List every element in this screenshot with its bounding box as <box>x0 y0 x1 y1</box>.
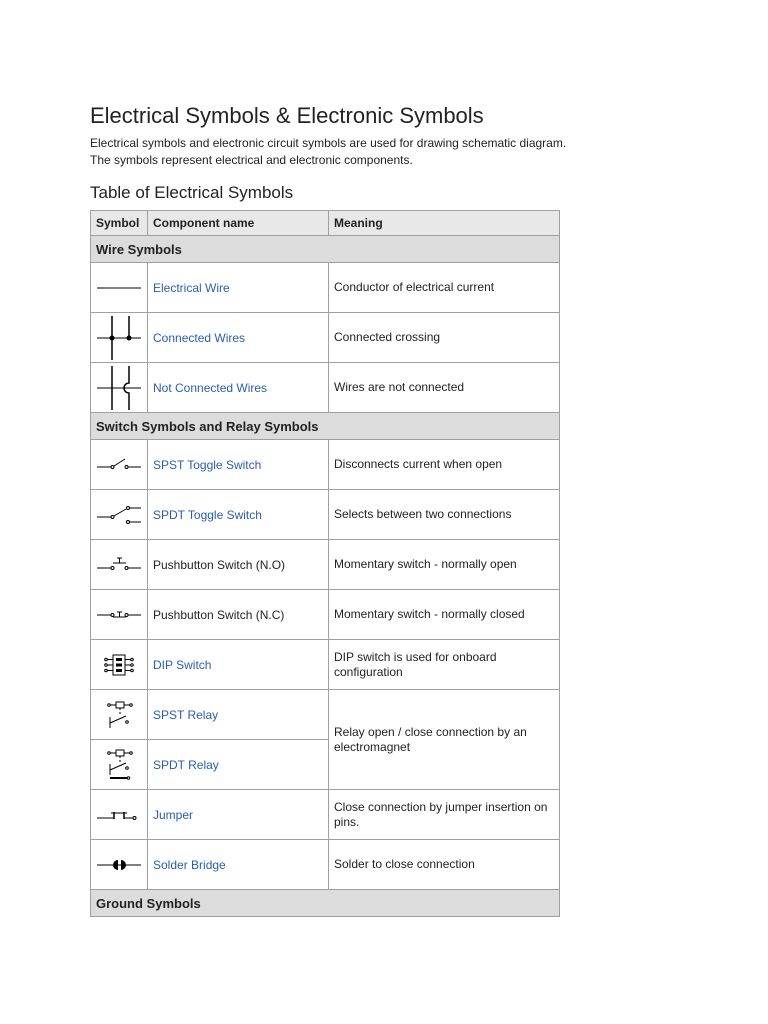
section-label: Switch Symbols and Relay Symbols <box>91 413 560 440</box>
table-header-row <box>91 211 560 236</box>
not-connected-wires-symbol-icon <box>96 365 142 411</box>
header-meaning: Meaning <box>329 211 560 236</box>
intro-line-2: The symbols represent electrical and electronic components. <box>90 152 413 167</box>
dip-switch-symbol-icon <box>96 650 142 680</box>
jumper-symbol-icon <box>96 800 142 830</box>
component-link[interactable]: Electrical Wire <box>153 280 230 295</box>
component-link[interactable]: SPDT Toggle Switch <box>153 507 262 522</box>
connected-wires-symbol-icon <box>96 315 142 361</box>
component-link[interactable]: Jumper <box>153 807 194 822</box>
table-row <box>91 490 560 540</box>
spst-relay-symbol-icon <box>96 698 142 732</box>
intro-line-1: Electrical symbols and electronic circuit symbols are used for drawing schematic diagram. <box>90 136 567 150</box>
component-name: Pushbutton Switch (N.O) <box>153 557 286 572</box>
intro-text <box>90 135 566 168</box>
meaning-cell: Solder to close connection <box>329 840 560 890</box>
component-name: Pushbutton Switch (N.C) <box>153 607 285 622</box>
component-link[interactable]: Not Connected Wires <box>153 380 268 395</box>
section-label: Wire Symbols <box>91 236 560 263</box>
section-label: Ground Symbols <box>91 890 560 917</box>
table-row <box>91 363 560 413</box>
header-component-name: Component name <box>148 211 329 236</box>
pushbutton-nc-symbol-icon <box>96 600 142 630</box>
header-symbol: Symbol <box>91 211 148 236</box>
table-row <box>91 440 560 490</box>
meaning-cell: Conductor of electrical current <box>329 263 560 313</box>
meaning-cell: Selects between two connections <box>329 490 560 540</box>
spdt-relay-symbol-icon <box>96 747 142 783</box>
meaning-cell: Momentary switch - normally closed <box>329 590 560 640</box>
component-link[interactable]: SPDT Relay <box>153 757 219 772</box>
table-row <box>91 590 560 640</box>
meaning-cell: Close connection by jumper insertion on pins. <box>329 790 560 840</box>
section-row-switch <box>91 413 560 440</box>
table-row <box>91 263 560 313</box>
electrical-wire-symbol-icon <box>96 268 142 308</box>
table-row <box>91 790 560 840</box>
meaning-cell: Wires are not connected <box>329 363 560 413</box>
meaning-cell: Momentary switch - normally open <box>329 540 560 590</box>
component-link[interactable]: Solder Bridge <box>153 857 226 872</box>
symbols-table <box>90 210 560 917</box>
table-row <box>91 690 560 740</box>
component-link[interactable]: SPST Relay <box>153 707 219 722</box>
component-link[interactable]: DIP Switch <box>153 657 212 672</box>
page-title: Electrical Symbols & Electronic Symbols <box>90 103 484 128</box>
meaning-cell: Connected crossing <box>329 313 560 363</box>
section-row-ground <box>91 890 560 917</box>
table-row <box>91 840 560 890</box>
pushbutton-no-symbol-icon <box>96 550 142 580</box>
table-row <box>91 540 560 590</box>
meaning-cell: Disconnects current when open <box>329 440 560 490</box>
meaning-cell: DIP switch is used for onboard configuration <box>329 640 560 690</box>
table-row <box>91 313 560 363</box>
component-link[interactable]: Connected Wires <box>153 330 246 345</box>
table-title: Table of Electrical Symbols <box>90 183 294 202</box>
spst-toggle-switch-symbol-icon <box>96 450 142 480</box>
table-row <box>91 640 560 690</box>
solder-bridge-symbol-icon <box>96 850 142 880</box>
component-link[interactable]: SPST Toggle Switch <box>153 457 262 472</box>
spdt-toggle-switch-symbol-icon <box>96 500 142 530</box>
meaning-cell: Relay open / close connection by an electromagnet <box>329 690 560 790</box>
section-row-wire <box>91 236 560 263</box>
